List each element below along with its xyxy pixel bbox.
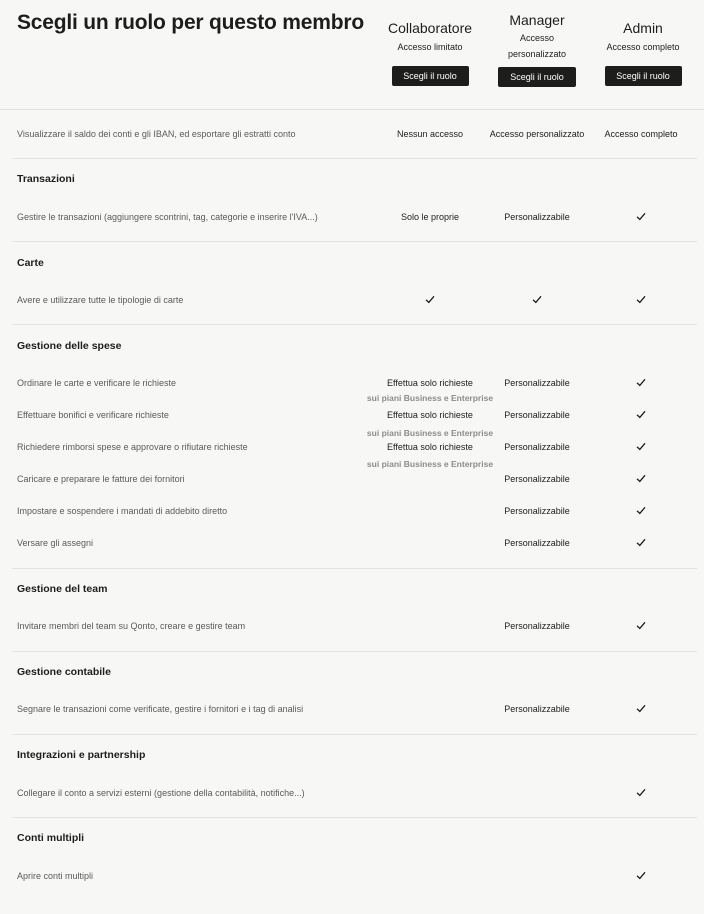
plan-note: sui piani Business e Enterprise: [366, 428, 494, 438]
choose-role-admin-button[interactable]: Scegli il ruolo: [605, 66, 682, 86]
manager-cell: [477, 295, 597, 306]
divider: [12, 734, 697, 735]
manager-cell: Personalizzabile: [504, 212, 570, 222]
choose-role-collaboratore-button[interactable]: Scegli il ruolo: [392, 66, 469, 86]
manager-cell: Personalizzabile: [504, 410, 570, 420]
overview-collaboratore-cell: Nessun accesso: [396, 129, 464, 139]
admin-cell: [591, 621, 691, 632]
section-title-integrazioni: Integrazioni e partnership: [17, 749, 146, 761]
section-title-carte: Carte: [17, 257, 44, 269]
role-description: Accesso completo: [606, 42, 680, 52]
divider: [12, 817, 697, 818]
check-icon: [636, 704, 646, 713]
table-row-label: Richiedere rimborsi spese e approvare o rifiutare richieste: [17, 442, 248, 452]
section-title-team: Gestione del team: [17, 583, 108, 595]
divider: [12, 241, 697, 242]
admin-cell: [591, 871, 691, 882]
manager-cell: Personalizzabile: [504, 538, 570, 548]
check-icon: [636, 378, 646, 387]
table-row-label: Impostare e sospendere i mandati di addebito diretto: [17, 506, 228, 516]
admin-cell: [591, 474, 691, 485]
admin-cell: [591, 295, 691, 306]
admin-cell: [591, 506, 691, 517]
collaboratore-cell: Effettua solo richieste: [387, 410, 473, 420]
table-row-label: Caricare e preparare le fatture dei fornitori: [17, 474, 185, 484]
collaboratore-cell: Effettua solo richieste: [387, 442, 473, 452]
role-collaboratore: [385, 20, 475, 86]
section-title-conti: Conti multipli: [17, 832, 85, 844]
admin-cell: [591, 410, 691, 421]
section-title-contabile: Gestione contabile: [17, 666, 111, 678]
admin-cell: [591, 378, 691, 389]
section-title-transazioni: Transazioni: [17, 173, 75, 185]
role-name: Collaboratore: [387, 20, 473, 36]
check-icon: [636, 538, 646, 547]
table-row-label: Versare gli assegni: [17, 538, 94, 548]
role-description: Accesso limitato: [397, 42, 463, 52]
check-icon: [636, 506, 646, 515]
table-row-label: Collegare il conto a servizi esterni (gestione della contabilità, notifiche...): [17, 788, 305, 798]
admin-cell: [591, 538, 691, 549]
manager-cell: Personalizzabile: [504, 621, 570, 631]
manager-cell: Personalizzabile: [504, 506, 570, 516]
admin-cell: [591, 212, 691, 223]
admin-cell: [591, 442, 691, 453]
overview-row-label: Visualizzare il saldo dei conti e gli IBAN, ed esportare gli estratti conto: [17, 129, 296, 139]
table-row-label: Gestire le transazioni (aggiungere scontrini, tag, categorie e inserire l'IVA...): [17, 212, 318, 222]
collaboratore-cell: Solo le proprie: [400, 212, 460, 222]
check-icon: [532, 295, 542, 304]
table-row-label: Effettuare bonifici e verificare richieste: [17, 410, 169, 420]
manager-cell: Personalizzabile: [504, 474, 570, 484]
table-row-label: Aprire conti multipli: [17, 871, 94, 881]
choose-role-manager-button[interactable]: Scegli il ruolo: [498, 67, 576, 87]
overview-admin-cell: Accesso completo: [604, 129, 678, 139]
overview-manager-cell: Accesso personalizzato: [489, 129, 585, 139]
divider: [12, 324, 697, 325]
role-description: Accesso personalizzato: [507, 33, 567, 59]
check-icon: [636, 295, 646, 304]
role-name: Admin: [623, 20, 663, 36]
plan-note: sui piani Business e Enterprise: [366, 459, 494, 469]
check-icon: [636, 410, 646, 419]
page-title: Scegli un ruolo per questo membro: [17, 11, 364, 34]
check-icon: [636, 442, 646, 451]
divider: [12, 651, 697, 652]
check-icon: [636, 212, 646, 221]
table-row-label: Invitare membri del team su Qonto, creare e gestire team: [17, 621, 246, 631]
plan-note: sui piani Business e Enterprise: [366, 393, 494, 403]
role-name: Manager: [509, 12, 565, 28]
check-icon: [636, 621, 646, 630]
admin-cell: [591, 788, 691, 799]
role-admin: [598, 20, 688, 86]
check-icon: [636, 474, 646, 483]
table-row-label: Avere e utilizzare tutte le tipologie di carte: [17, 295, 184, 305]
manager-cell: Personalizzabile: [504, 378, 570, 388]
divider: [12, 158, 697, 159]
check-icon: [636, 788, 646, 797]
check-icon: [425, 295, 435, 304]
divider: [12, 568, 697, 569]
check-icon: [636, 871, 646, 880]
manager-cell: Personalizzabile: [504, 704, 570, 714]
role-manager: [492, 12, 582, 87]
admin-cell: [591, 704, 691, 715]
manager-cell: Personalizzabile: [504, 442, 570, 452]
table-row-label: Ordinare le carte e verificare le richieste: [17, 378, 177, 388]
table-row-label: Segnare le transazioni come verificate, gestire i fornitori e i tag di analisi: [17, 704, 304, 714]
collaboratore-cell: Effettua solo richieste: [387, 378, 473, 388]
section-title-spese: Gestione delle spese: [17, 340, 122, 352]
roles-header: [0, 0, 704, 110]
